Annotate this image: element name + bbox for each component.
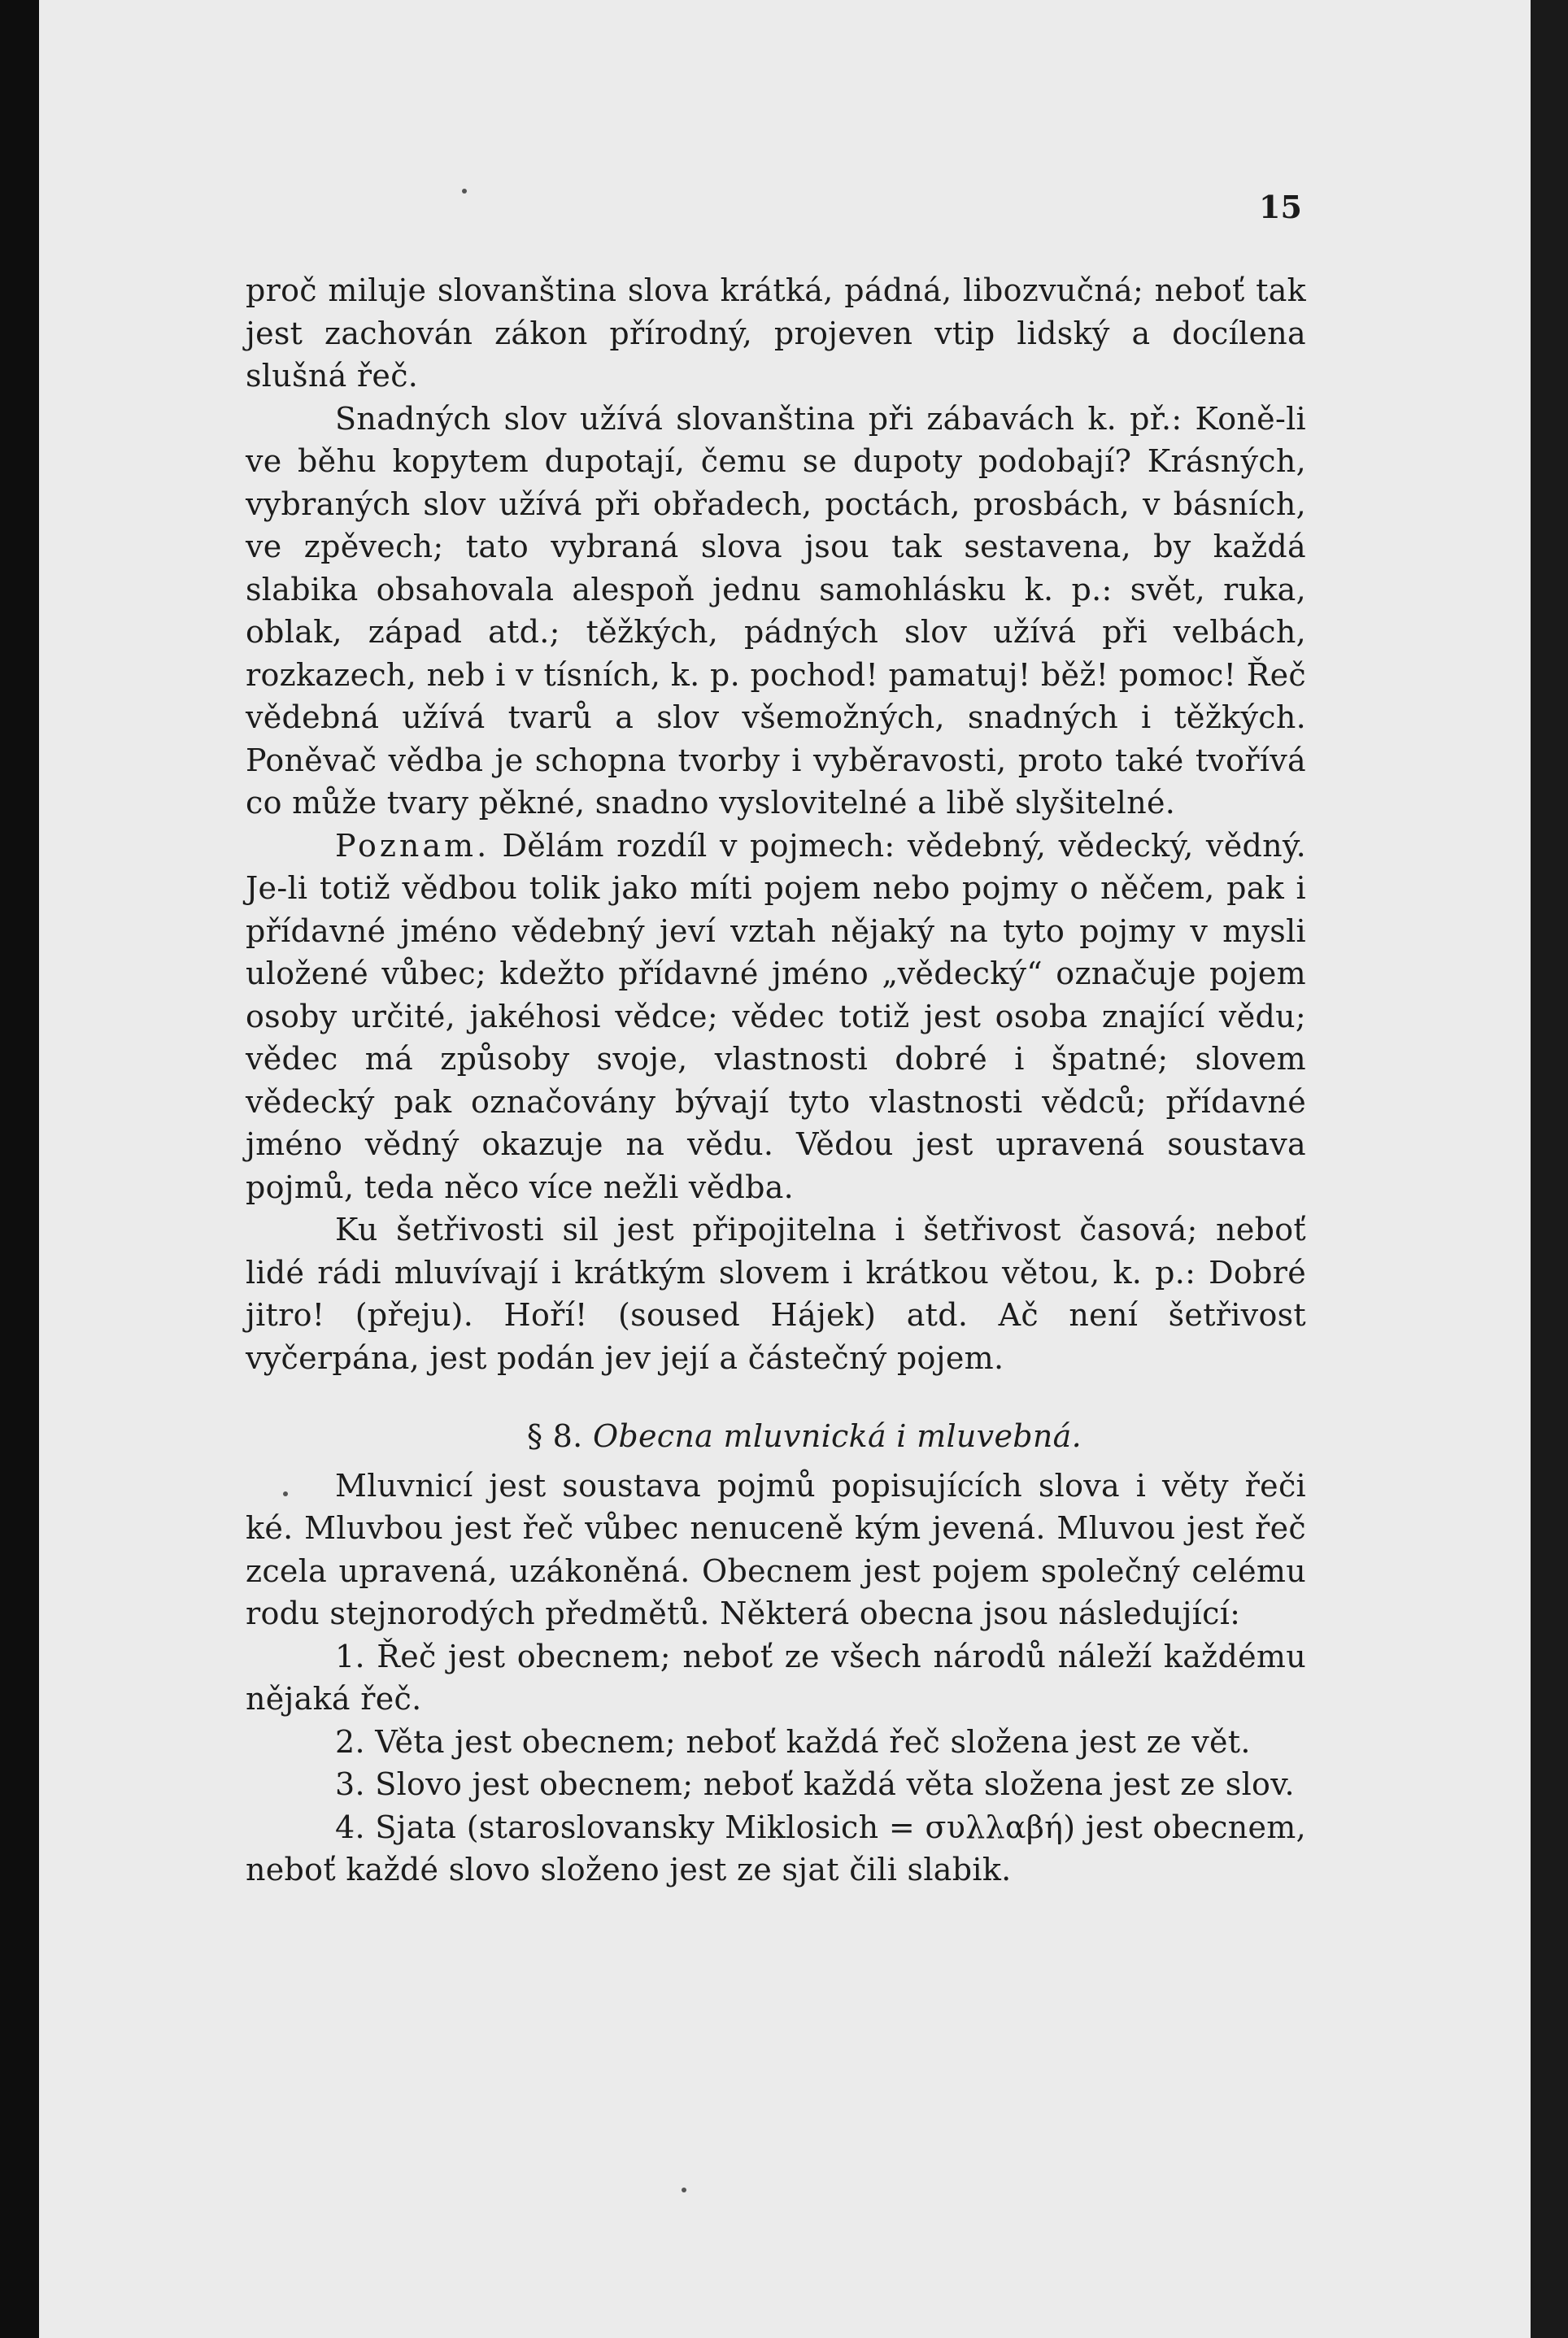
scan-binding-edge xyxy=(0,0,39,2338)
note-text: Dělám rozdíl v pojmech: vědebný, vědecký, vědný. Je-li totiž vědbou tolik jako míti pojem nebo pojmy o něčem, pak i přídavné jméno vědebný jeví vztah nějaký na tyto pojmy v mysli uložené vůbec; kdežto přídavné jméno „vědecký“ označuje pojem osoby určité, jakéhosi vědce; vědec totiž jest osoba znající vědu; vědec má způsoby svoje, vlastnosti dobré i špatné; slovem vědecký pak označovány bývají tyto vlastnosti vědců; přídavné jméno vědný okazuje na vědu. Vědou jest upravená soustava pojmů, teda něco více nežli vědba. xyxy=(246,827,1306,1205)
note-paragraph xyxy=(246,825,1306,1209)
note-label: Poznam. xyxy=(335,827,490,864)
scan-speck xyxy=(682,2188,686,2192)
page-number: 15 xyxy=(1259,189,1302,225)
paragraph: Ku šetřivosti sil jest připojitelna i šetřivost časová; neboť lidé rádi mluvívají i krátkým slovem i krátkou větou, k. p.: Dobré jitro! (přeju). Hoří! (soused Hájek) atd. Ač není šetřivost vyčerpána, jest podán jev její a částečný pojem. xyxy=(246,1212,1306,1376)
paragraph: proč miluje slovanština slova krátká, pádná, libozvučná; neboť tak jest zachován zákon přírodný, projeven vtip lidský a docílena slušná řeč. xyxy=(246,272,1306,394)
page-text xyxy=(246,269,1306,1892)
list-item: 2. Věta jest obecnem; neboť každá řeč složena jest ze vět. xyxy=(335,1723,1251,1760)
section-title: Obecna mluvnická i mluvebná. xyxy=(592,1418,1082,1454)
section-heading xyxy=(246,1415,1306,1458)
scan-right-edge xyxy=(1531,0,1568,2338)
paragraph: Mluvnicí jest soustava pojmů popisujících slova i věty řeči ké. Mluvbou jest řeč vůbec nenuceně kým jevená. Mluvou jest řeč zcela upravená, uzákoněná. Obecnem jest pojem společný celému rodu stejnorodých předmětů. Některá obecna jsou následující: xyxy=(246,1467,1306,1631)
section-number: § 8. xyxy=(527,1418,583,1454)
list-item: 4. Sjata (staroslovansky Miklosich = συλλαβή) jest obecnem, neboť každé slovo složeno jest ze sjat čili slabik. xyxy=(246,1809,1306,1887)
list-item: 1. Řeč jest obecnem; neboť ze všech národů náleží každému nějaká řeč. xyxy=(246,1638,1306,1717)
scan-speck xyxy=(462,189,467,194)
list-item: 3. Slovo jest obecnem; neboť každá věta složena jest ze slov. xyxy=(335,1766,1295,1802)
paragraph: Snadných slov užívá slovanština při zábavách k. př.: Koně-li ve běhu kopytem dupotají, čemu se dupoty podobají? Krásných, vybraných slov užívá při obřadech, poctách, prosbách, v básních, ve zpěvech; tato vybraná slova jsou tak sestavena, by každá slabika obsahovala alespoň jednu samohlásku k. p.: svět, ruka, oblak, západ atd.; těžkých, pádných slov užívá při velbách, rozkazech, neb i v tísních, k. p. pochod! pamatuj! běž! pomoc! Řeč vědebná užívá tvarů a slov všemožných, snadných i těžkých. Poněvač vědba je schopna tvorby i vyběravosti, proto také tvořívá co může tvary pěkné, snadno vyslovitelné a libě slyšitelné. xyxy=(246,400,1306,821)
